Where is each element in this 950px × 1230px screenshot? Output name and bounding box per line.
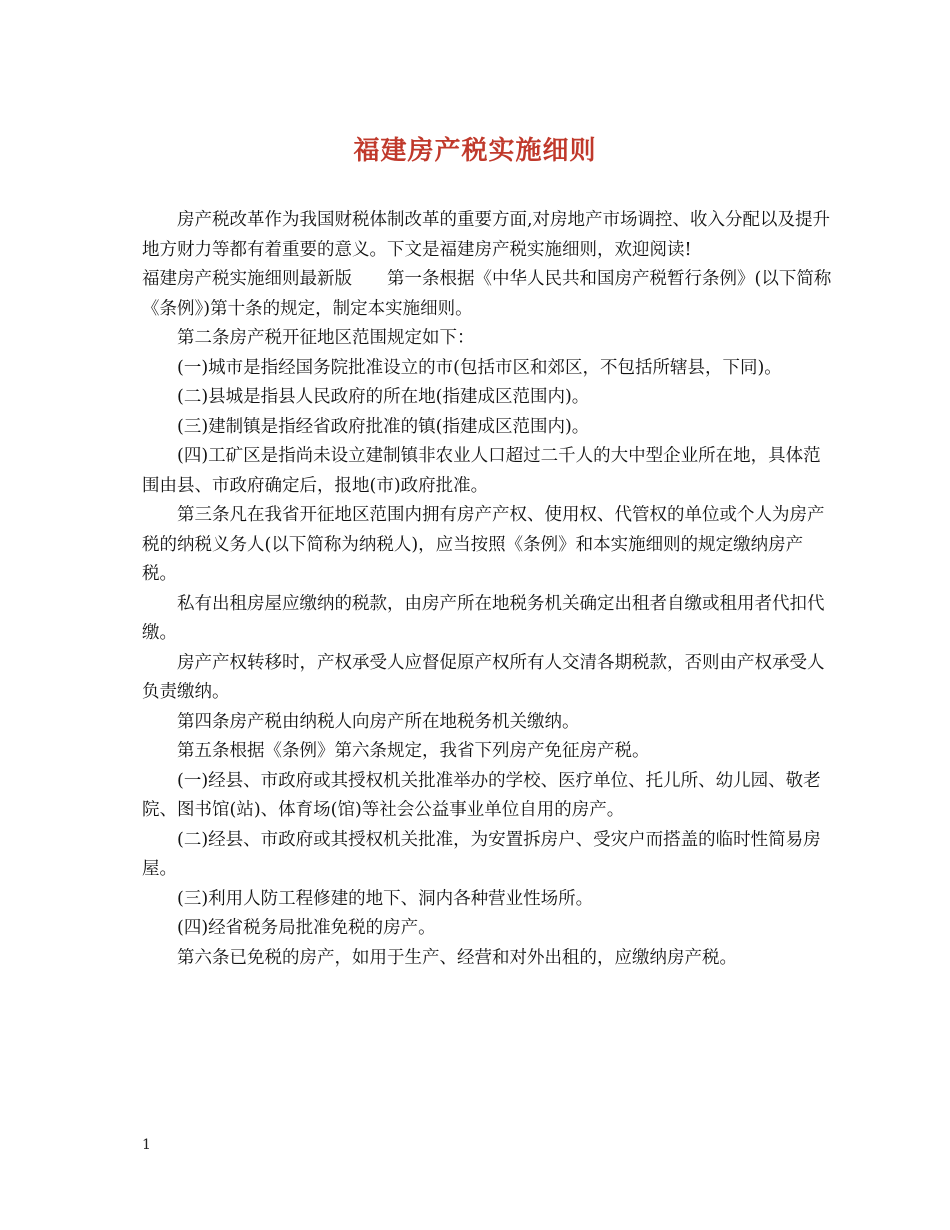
document-body (142, 206, 832, 973)
paragraph: (四)经省税务局批准免税的房产。 (177, 918, 436, 938)
paragraph: 私有出租房屋应缴纳的税款，由房产所在地税务机关确定出租者自缴或租用者代扣代缴。 (142, 593, 825, 643)
paragraph: (三)利用人防工程修建的地下、洞内各种营业性场所。 (177, 888, 594, 909)
paragraph: (一)经县、市政府或其授权机关批准举办的学校、医疗单位、托儿所、幼儿园、敬老院、图书馆(站)、体育场(馆)等社会公益事业单位自用的房产。 (142, 770, 821, 820)
paragraph: 第二条房产税开征地区范围规定如下： (177, 328, 475, 348)
paragraph: (二)经县、市政府或其授权机关批准，为安置拆房户、受灾户而搭盖的临时性简易房屋。 (142, 829, 821, 879)
paragraph: 第五条根据《条例》第六条规定，我省下列房产免征房产税。 (177, 741, 650, 761)
paragraph: (三)建制镇是指经省政府批准的镇(指建成区范围内)。 (177, 416, 590, 437)
document-title: 福建房产税实施细则 (353, 136, 597, 166)
paragraph: 房产税改革作为我国财税体制改革的重要方面,对房地产市场调控、收入分配以及提升地方财力等都有着重要的意义。下文是福建房产税实施细则，欢迎阅读! (142, 210, 831, 260)
paragraph: (二)县城是指县人民政府的所在地(指建成区范围内)。 (177, 387, 590, 407)
paragraph: (一)城市是指经国务院批准设立的市(包括市区和郊区，不包括所辖县，下同)。 (177, 357, 782, 378)
paragraph: 房产产权转移时，产权承受人应督促原产权所有人交清各期税款，否则由产权承受人负责缴纳。 (142, 652, 825, 702)
paragraph: 第六条已免税的房产，如用于生产、经营和对外出租的，应缴纳房产税。 (177, 947, 737, 968)
paragraph: 福建房产税实施细则最新版 第一条根据《中华人民共和国房产税暂行条例》(以下简称《条例》)第十条的规定，制定本实施细则。 (142, 269, 832, 319)
paragraph: (四)工矿区是指尚未设立建制镇非农业人口超过二千人的大中型企业所在地，具体范围由县、市政府确定后，报地(市)政府批准。 (142, 446, 821, 496)
paragraph: 第三条凡在我省开征地区范围内拥有房产产权、使用权、代管权的单位或个人为房产税的纳税义务人(以下简称为纳税人)，应当按照《条例》和本实施细则的规定缴纳房产税。 (142, 505, 825, 584)
paragraph: 第四条房产税由纳税人向房产所在地税务机关缴纳。 (177, 711, 580, 732)
page-number: 1 (142, 1137, 151, 1153)
